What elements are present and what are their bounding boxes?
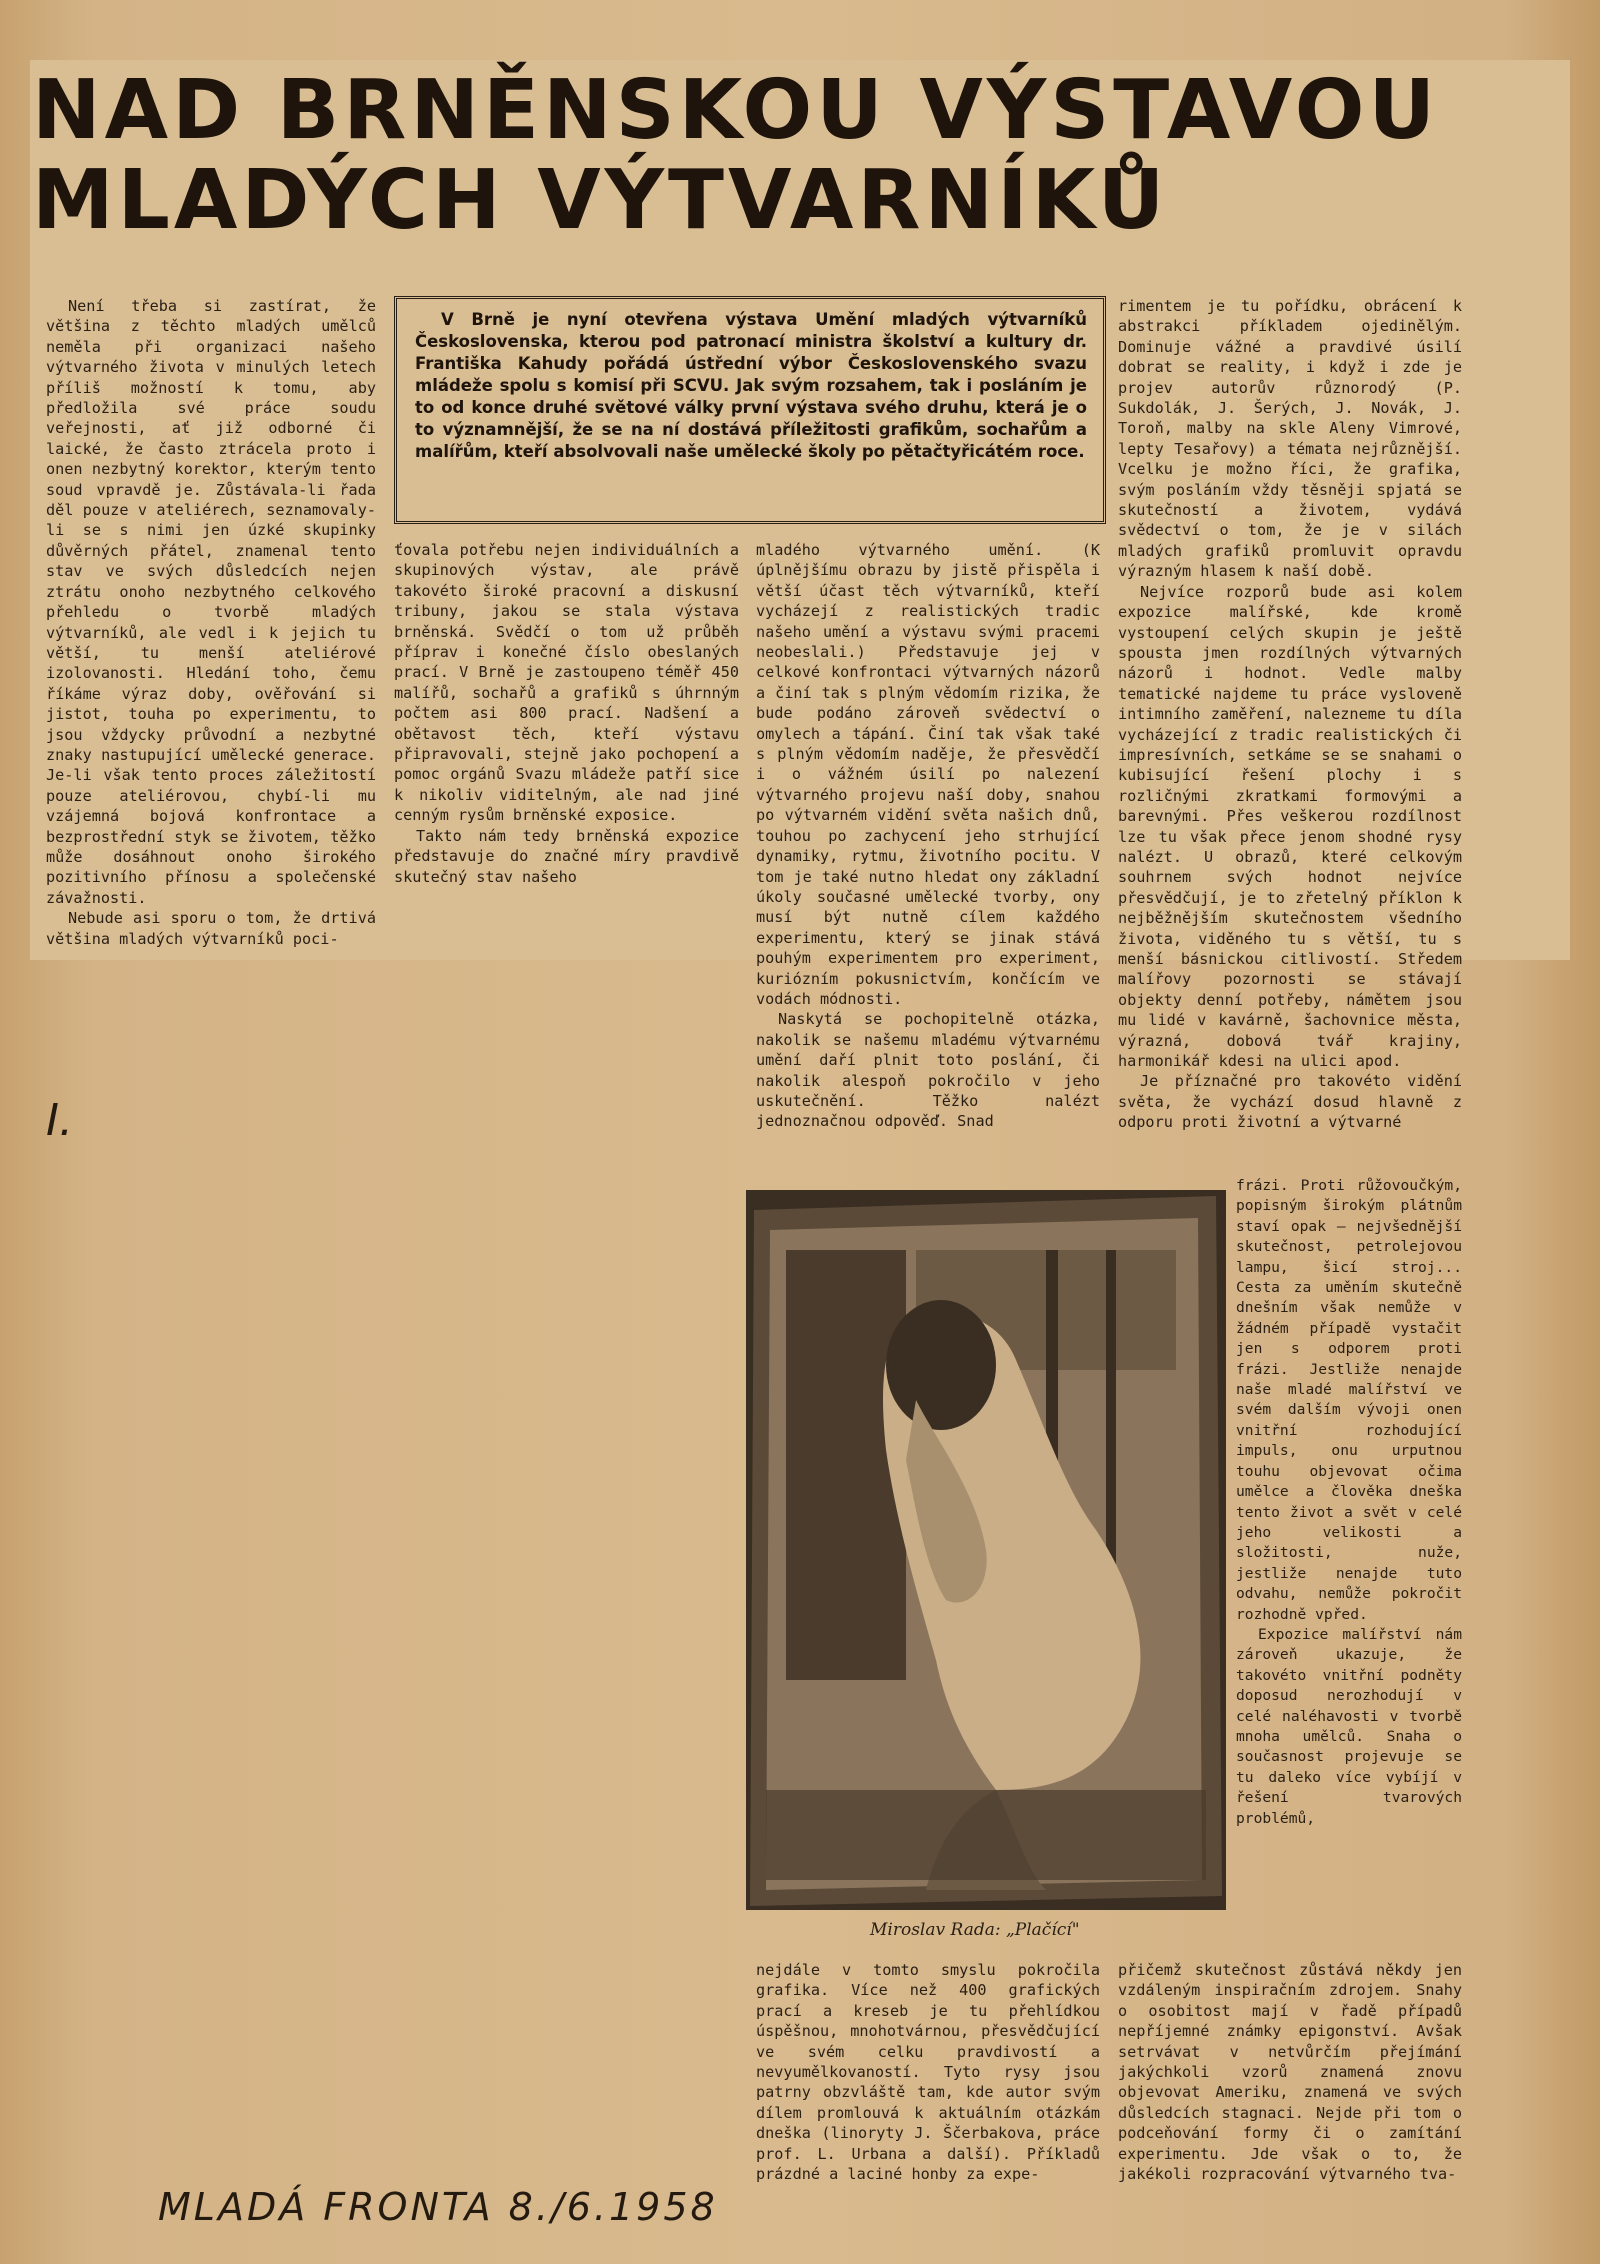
column-3	[756, 540, 1100, 1132]
paragraph: mladého výtvarného umění. (K úplnějšímu obrazu by jistě přispěla i větší účast těch výtvarníků, kteří vycházejí z realistických tradic našeho umění a výstavu svými pracemi neobeslali.) Představuje jej v celkové konfrontaci výtvarných názorů a činí tak s plným vědomím rizika, že bude podáno zároveň svědectví o omylech a tápání. Činí tak však také s plným vědomím naděje, že přesvědčí i o vážném úsilí po nalezení výtvarného projevu naší doby, snahou po výtvarném vidění světa našich dnů, touhou po zachycení jeho strhující dynamiky, rytmu, životního pocitu. V tom je také nutno hledat ony základní úkoly současné umělecké tvorby, ony musí být nutně cílem každého experimentu, který se jinak stává pouhým experimentem pro experiment, kuriózním pokusnictvím, končícím ve vodách módnosti.	[756, 541, 1100, 1008]
handwritten-mark: I.	[46, 1095, 73, 1146]
headline-line-2: MLADÝCH VÝTVARNÍKŮ	[32, 153, 1169, 248]
paragraph: ťovala potřebu nejen individuálních a skupinových výstav, ale právě takovéto široké pracovní a diskusní tribuny, jakou se stala výstava brněnská. Svědčí o tom už průběh příprav i konečné číslo obeslaných prací. V Brně je zastoupeno téměř 450 malířů, sochařů a grafiků s úhrnným počtem asi 800 prací. Nadšení a obětavost těch, kteří výstavu připravovali, stejně jako pochopení a pomoc orgánů Svazu mládeže patří sice k nikoliv viditelným, ale nad jiné cenným rysům brněnské exposice.	[394, 541, 739, 825]
paragraph: Není třeba si zastírat, že většina z těchto mladých umělců neměla při organizaci našeho výtvarného života v minulých letech příliš možností k tomu, aby předložila své práce soudu veřejnosti, ať již odborné či laické, že často ztrácela proto i onen nezbytný korektor, kterým tento soud vpravdě je. Zůstávala-li řada děl pouze v ateliérech, seznamovaly-li se s nimi jen úzké skupinky důvěrných přátel, znamenal tento stav ve svých důsledcích nejen ztrátu onoho nezbytného celkového přehledu o tvorbě mladých výtvarníků, ale vedl i k jejich tu větší, tu menší ateliérové izolovanosti. Hledání toho, čemu říkáme výraz doby, ověřování si jistot, touha po experimentu, to jsou vždycky průvodní a nezbytné znaky nastupující umělecké generace. Je-li však tento proces záležitostí pouze ateliérovou, chybí-li mu vzájemná bojová konfrontace a bezprostřední styk se životem, těžko může dosáhnout onoho širokého pozitivního přínosu a společenské závažnosti.	[46, 297, 376, 907]
column-3-continuation	[756, 1960, 1100, 2184]
headline-line-1: NAD BRNĚNSKOU VÝSTAVOU	[32, 63, 1440, 158]
photo-caption: Miroslav Rada: „Plačící"	[870, 1920, 1080, 1940]
intro-box	[394, 296, 1106, 524]
paragraph: Expozice malířství nám zároveň ukazuje, že takovéto vnitřní podněty doposud nerozhodují v celé naléhavosti v tvorbě mnoha umělců. Snaha o současnost projevuje se tu daleko více vybíjí v řešení tvarových problémů,	[1236, 1625, 1462, 1827]
headline	[32, 63, 1572, 248]
paragraph: Takto nám tedy brněnská expozice představuje do značné míry pravdivě skutečný stav našeho	[394, 826, 739, 886]
intro-text: V Brně je nyní otevřena výstava Umění mladých výtvarníků Československa, kterou pod patronací ministra školství a kultury dr. Františka Kahudy pořádá ústřední výbor Československého svazu mládeže spolu s komisí při SCVU. Jak svým rozsahem, tak i posláním je to od konce druhé světové války první výstava svého druhu, která je o to významnější, že se na ní dostává příležitosti grafikům, sochařům a malířům, kteří absolvovali naše umělecké školy po pětačtyřicátém roce.	[415, 310, 1087, 461]
paragraph: nejdále v tomto smyslu pokročila grafika. Více než 400 grafických prací a kreseb je tu přehlídkou úspěšnou, mnohotvárnou, přesvědčující ve svém celku pravdivostí a nevyumělkovaností. Tyto rysy jsou patrny obzvláště tam, kde autor svým dílem promlouvá k aktuálním otázkám dneška (linoryty J. Ščerbakova, práce prof. L. Urbana a další). Příkladů prázdné a laciné honby za expe-	[756, 1961, 1100, 2184]
paragraph: přičemž skutečnost zůstává někdy jen vzdáleným inspiračním zdrojem. Snahy o osobitost mají v řadě případů nepříjemné známky epigonství. Avšak setrvávat v netvůrčím přejímání jakýchkoli vzorů znamená znovu objevovat Ameriku, znamená ve svých důsledcích stagnaci. Nejde při tom o podceňování formy či o zamítání experimentu. Jde však o to, že jakékoli rozpracování výtvarného tva-	[1118, 1961, 1462, 2184]
paragraph: Naskytá se pochopitelně otázka, nakolik se našemu mladému výtvarnému umění daří plnit toto poslání, či nakolik alespoň pokročilo v jeho uskutečnění. Těžko nalézt jednoznačnou odpověď. Snad	[756, 1010, 1100, 1131]
column-2	[394, 540, 739, 887]
painting-photo	[746, 1190, 1226, 1910]
column-4	[1118, 296, 1462, 1133]
column-1	[46, 296, 376, 949]
paragraph: rimentem je tu pořídku, obrácení k abstrakci příkladem ojedinělým. Dominuje vážné a pravdivé úsilí dobrat se reality, i když i zde je projev autorův různorodý (P. Sukdolák, J. Šerých, J. Novák, J. Toroň, malby na skle Aleny Vimrové, lepty Tesařovy) a témata nejrůznější. Vcelku je možno říci, že grafika, svým posláním vždy těsněji spjatá se skutečností a životem, vydává svědectví o tom, že je v silách mladých grafiků promluvit opravdu výrazným hlasem k naší době.	[1118, 297, 1462, 581]
column-4-narrow	[1236, 1176, 1462, 1829]
paragraph: Nejvíce rozporů bude asi kolem expozice malířské, kde kromě vystoupení celých skupin je ještě spousta jmen rozdílných výtvarných názorů i hodnot. Vedle malby tematické najdeme tu práce vysloveně intimního zaměření, nalezneme tu díla vycházející z tradic realistických či impresívních, setkáme se se snahami o kubisující řešení plochy i s rozličnými zkratkami formovými a barevnými. Přes veškerou rozdílnost lze tu však přece jenom shodné rysy nalézt. U obrazů, které celkovým souhrnem svých hodnot nejvíce přesvědčují, je to zřetelný příklon k nejběžnějším skutečnostem všedního života, viděného tu s větší, tu s menší básnickou citlivostí. Středem malířovy pozornosti se stávají objekty denní potřeby, námětem jsou mu lidé v kavárně, šachovnice města, výrazná, dobová tvář krajiny, harmonikář kdesi na ulici apod.	[1118, 582, 1462, 1071]
paragraph: Nebude asi sporu o tom, že drtivá většina mladých výtvarníků poci-	[46, 909, 376, 948]
column-4-continuation	[1118, 1960, 1462, 2184]
paragraph: Je příznačné pro takovéto vidění světa, že vychází dosud hlavně z odporu proti životní a výtvarné	[1118, 1072, 1462, 1132]
handwritten-source-date: MLADÁ FRONTA 8./6.1958	[158, 2185, 718, 2229]
paragraph: frázi. Proti růžovoučkým, popisným širokým plátnům staví opak — nejvšednější skutečnost, petrolejovou lampu, šicí stroj... Cesta za uměním skutečně dnešním však nemůže v žádném případě vystačit jen s odporem proti frázi. Jestliže nenajde naše mladé malířství ve svém dalším vývoji onen vnitřní rozhodující impuls, onu urputnou touhu objevovat očima umělce a člověka dneška tento život a svět v celé jeho velikosti a složitosti, nuže, jestliže nenajde tuto odvahu, nemůže pokročit rozhodně vpřed.	[1236, 1177, 1462, 1623]
